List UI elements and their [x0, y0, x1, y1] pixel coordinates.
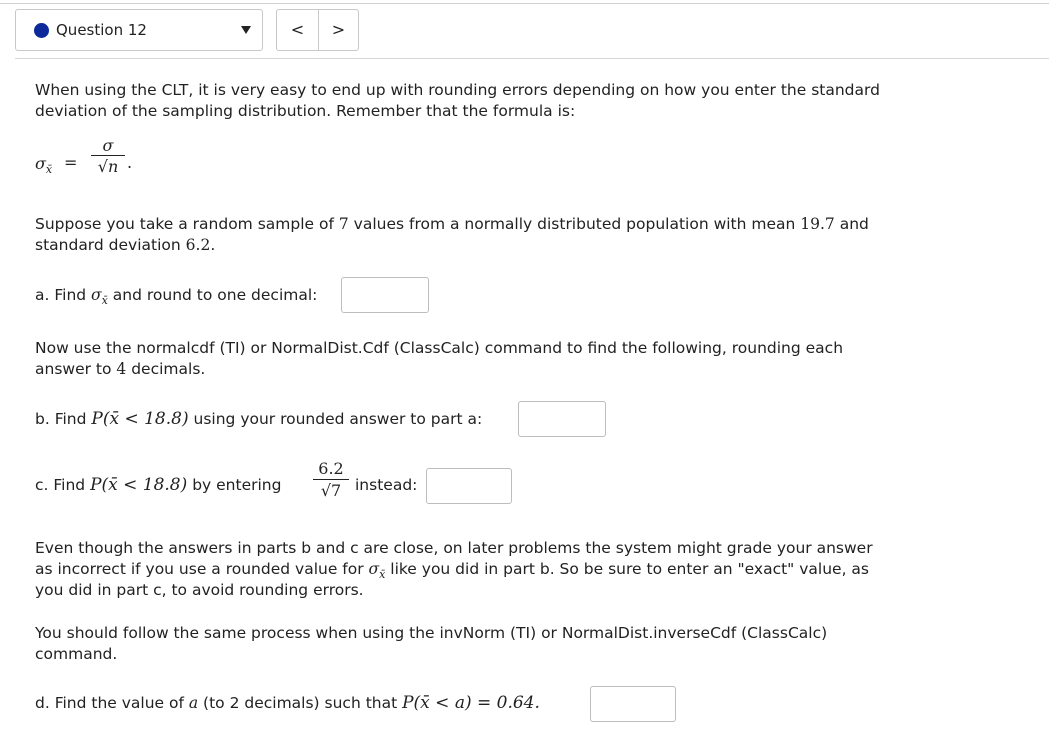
part-b-answer-input[interactable] [518, 401, 606, 437]
top-border [0, 3, 1049, 4]
note-line-3: you did in part c, to avoid rounding errors. [35, 581, 364, 599]
formula-fraction [91, 136, 125, 177]
note-line-2: as incorrect if you use a rounded value for $\sigma_{x̄}$ like you did in part b. So be sure to enter an "exact" value, as [35, 560, 869, 582]
population-mean: 19.7 [800, 215, 835, 233]
next-question-button[interactable]: > [331, 20, 346, 39]
setup-line-1: Suppose you take a random sample of 7 values from a normally distributed population with mean 19.7 and [35, 215, 869, 233]
question-label: Question 12 [56, 21, 147, 39]
part-c-fraction [313, 459, 349, 502]
part-b-prompt: b. Find P(x̄ < 18.8) using your rounded answer to part a: [35, 409, 483, 429]
population-sd: 6.2 [185, 236, 211, 254]
follow-line-2: command. [35, 645, 118, 663]
instruction-line-1: Now use the normalcdf (TI) or NormalDist.Cdf (ClassCalc) command to find the following, rounding each [35, 339, 844, 357]
part-c-answer-input[interactable] [426, 468, 512, 504]
question-nav [276, 9, 359, 51]
formula-period: . [127, 153, 133, 172]
caret-down-icon [241, 26, 251, 34]
instruction-line-2: answer to 4 decimals. [35, 360, 206, 378]
intro-line-2: deviation of the sampling distribution. Remember that the formula is: [35, 102, 576, 120]
part-d-answer-input[interactable] [590, 686, 676, 722]
part-c-prompt: c. Find P(x̄ < 18.8) by entering [35, 475, 282, 495]
part-c-numerator: 6.2 [318, 459, 344, 478]
prev-question-button[interactable]: < [277, 10, 319, 50]
formula-sigma: σ [35, 154, 46, 173]
part-a-answer-input[interactable] [341, 277, 429, 313]
part-c-denominator: √7 [320, 481, 342, 500]
setup-line-2: standard deviation 6.2. [35, 236, 216, 254]
status-dot-icon [34, 23, 49, 38]
part-c-suffix: instead: [355, 476, 418, 494]
question-selector[interactable] [15, 9, 263, 51]
formula-denominator: √n [97, 157, 119, 176]
formula-equals: = [64, 153, 78, 172]
part-d-prompt: d. Find the value of a (to 2 decimals) such that P(x̄ < a) = 0.64. [35, 693, 540, 713]
sample-size: 7 [338, 215, 349, 233]
formula-sub: x̄ [45, 163, 53, 177]
follow-line-1: You should follow the same process when using the invNorm (TI) or NormalDist.inverseCdf (ClassCalc) [35, 624, 828, 642]
part-a-prompt: a. Find $\sigma_{x̄}$ and round to one decimal: [35, 286, 318, 308]
header-divider [15, 58, 1049, 59]
note-line-1: Even though the answers in parts b and c are close, on later problems the system might grade your answer [35, 539, 873, 557]
intro-line-1: When using the CLT, it is very easy to end up with rounding errors depending on how you enter the standard [35, 81, 880, 99]
formula-numerator: σ [102, 136, 114, 155]
